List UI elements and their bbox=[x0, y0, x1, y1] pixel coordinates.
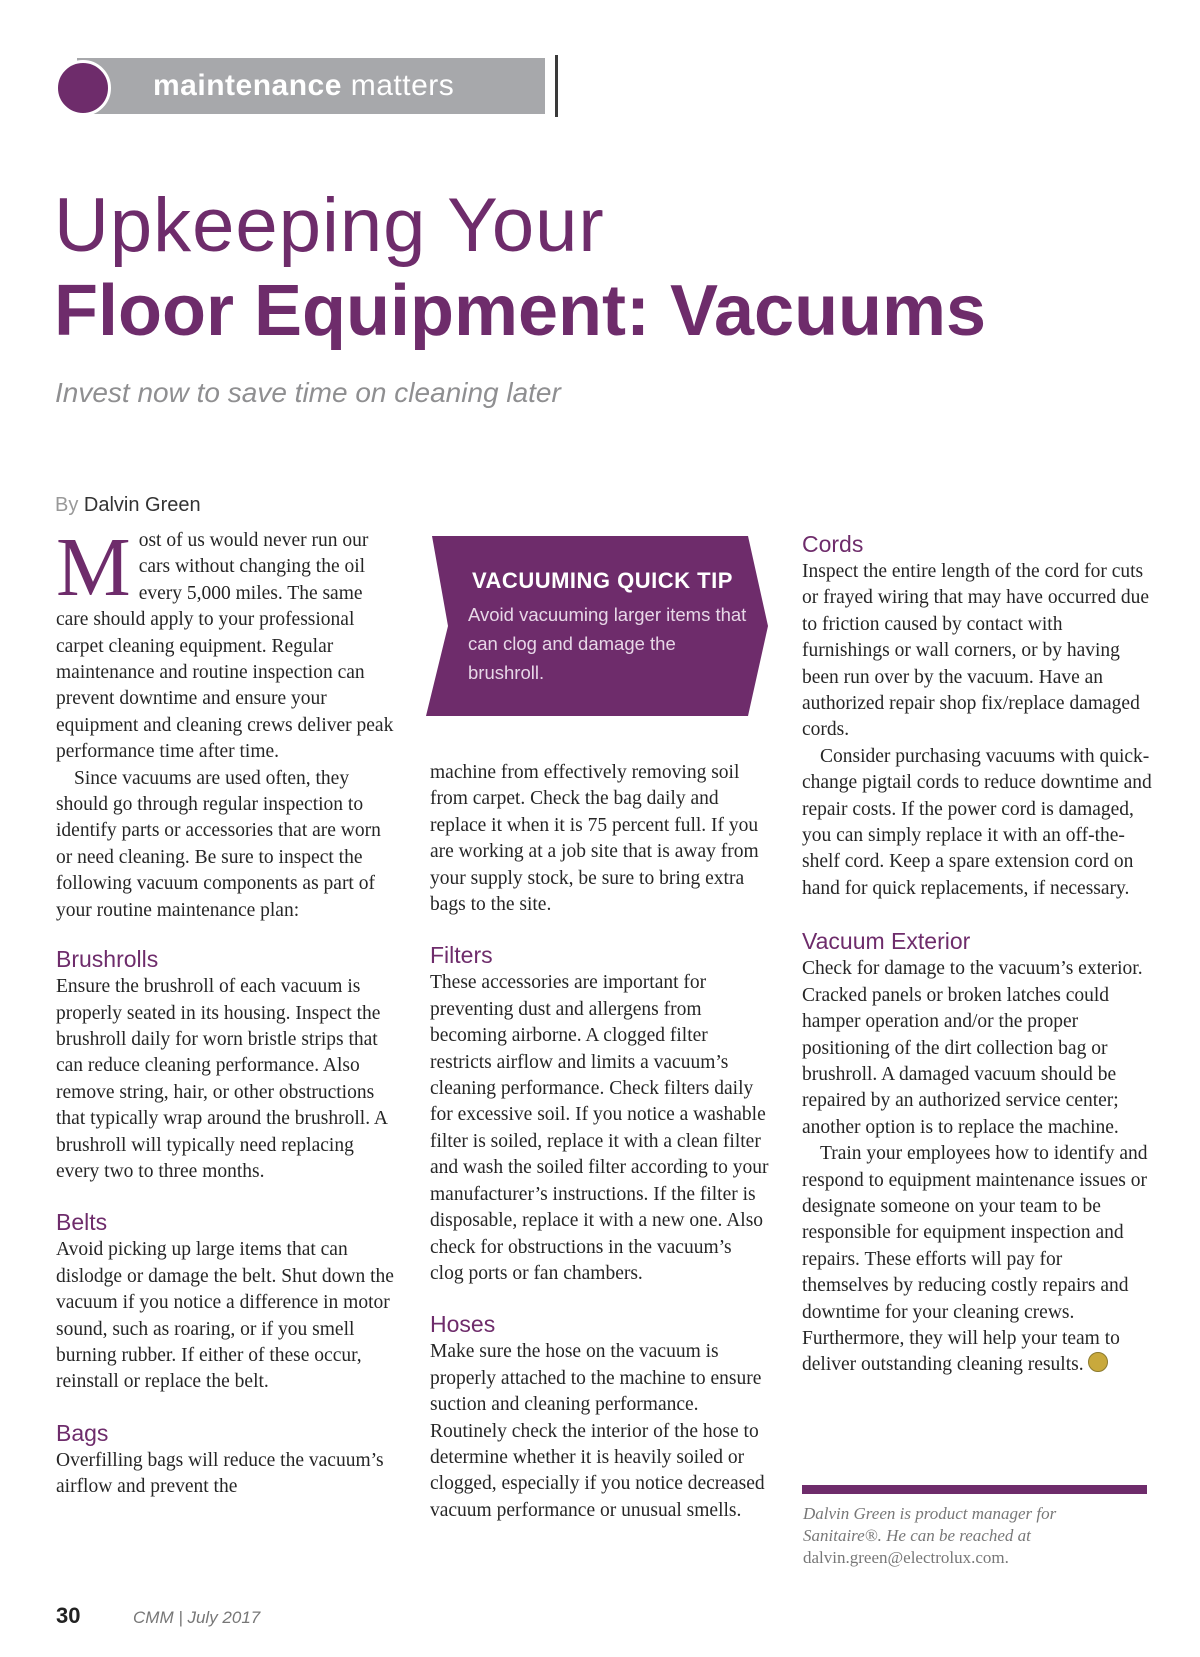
intro-paragraph-1 bbox=[56, 521, 396, 766]
bags-text: Overfilling bags will reduce the vacuum’s airflow and prevent the bbox=[56, 1449, 384, 1498]
exterior-text-1: Check for damage to the vacuum’s exterior. Cracked panels or broken latches could hamper operation and/or the proper positioning of the dirt collection bag or brushroll. A damaged vacuum should be repaired by an authorized service center; another option is to replace the machine. bbox=[802, 958, 1143, 1138]
column-3 bbox=[802, 529, 1152, 1379]
page-number: 30 bbox=[56, 1603, 81, 1628]
section-label-rest: matters bbox=[350, 69, 455, 102]
heading-vacuum-exterior: Vacuum Exterior bbox=[802, 928, 971, 955]
subtitle: Invest now to save time on cleaning later bbox=[55, 377, 561, 408]
column-2 bbox=[430, 760, 770, 1524]
heading-cords: Cords bbox=[802, 531, 864, 557]
belts-text: Avoid picking up large items that can dislodge or damage the belt. Shut down the vacuum if you notice a difference in motor sound, such as roaring, or if you smell burning rubber. If either of these occur, reinstall or replace the belt. bbox=[56, 1239, 394, 1393]
exterior-text-2-body: Train your employees how to identify and respond to equipment maintenance issues or designate someone on your team to be responsible for equipment inspection and repairs. These efforts will pay for themselves by reducing costly repairs and downtime for your cleaning crews. Furthermore, they will help your team to deliver outstanding cleaning results. bbox=[802, 1143, 1148, 1376]
quick-tip-text: Avoid vacuuming larger items that can clog and damage the brushroll. bbox=[468, 604, 747, 683]
heading-brushrolls: Brushrolls bbox=[56, 946, 159, 973]
section-label bbox=[153, 69, 454, 103]
byline bbox=[55, 494, 201, 517]
cords-text-2: Consider purchasing vacuums with quick-change pigtail cords to reduce downtime and repair costs. If the power cord is damaged, you can simply replace it with an off-the-shelf cord. Keep a spare extension cord on hand for quick replacements, if necessary. bbox=[802, 745, 1152, 899]
end-mark-icon bbox=[1088, 1352, 1108, 1372]
brushrolls-text: Ensure the brushroll of each vacuum is properly seated in its housing. Inspect the brushroll daily for worn bristle strips that can reduce cleaning performance. Also remove string, hair, or other obstructions that typically wrap around the brushroll. A brushroll will typically need replacing every two to three months. bbox=[56, 976, 387, 1182]
exterior-text-2 bbox=[802, 1141, 1152, 1379]
quick-tip-title: VACUUMING QUICK TIP bbox=[472, 568, 733, 593]
hoses-text: Make sure the hose on the vacuum is properly attached to the machine to ensure suction and cleaning performance. Routinely check the interior of the hose to determine whether it is heavily soiled or clogged, especially if you notice decreased vacuum performance or unusual smells. bbox=[430, 1341, 765, 1521]
heading-bags: Bags bbox=[56, 1419, 109, 1446]
bags-text-continued: machine from effectively removing soil from carpet. Check the bag daily and replace it when it is 75 percent full. If you are working at a job site that is away from your supply stock, be sure to bring extra bags to the site. bbox=[430, 762, 759, 916]
bio-text: Dalvin Green is product manager for Sanitaire®. He can be reached at bbox=[803, 1504, 1057, 1545]
title-line-1: Upkeeping Your bbox=[54, 183, 605, 268]
cords-text-1: Inspect the entire length of the cord for cuts or frayed wiring that may have occurred due to friction caused by contact with furnishings or wall corners, or by having been run over by the vacuum. Have an authorized repair shop fix/replace damaged cords. bbox=[802, 561, 1150, 741]
column-1 bbox=[56, 521, 396, 1501]
drop-cap: M bbox=[56, 521, 131, 614]
heading-hoses: Hoses bbox=[430, 1311, 496, 1338]
title-line-2: Floor Equipment: Vacuums bbox=[54, 271, 987, 351]
byline-author: Dalvin Green bbox=[83, 494, 201, 516]
banner-dot-icon bbox=[55, 60, 111, 116]
quick-tip-callout bbox=[426, 536, 768, 716]
heading-filters: Filters bbox=[430, 942, 493, 969]
bio-email: dalvin.green@electrolux.com. bbox=[803, 1548, 1009, 1567]
banner-rule bbox=[555, 55, 558, 117]
intro-paragraph-2: Since vacuums are used often, they should go through regular inspection to identify parts or accessories that are worn or need cleaning. Be sure to inspect the following vacuum components as part of your routine maintenance plan: bbox=[56, 767, 381, 921]
bio-rule bbox=[802, 1485, 1147, 1494]
section-banner bbox=[55, 55, 505, 117]
intro-paragraph-1-text: ost of us would never run our cars without changing the oil every 5,000 miles. The same care should apply to your professional carpet cleaning equipment. Regular maintenance and routine inspection can prevent downtime and ensure your equipment and cleaning crews deliver peak performance time after time. bbox=[56, 530, 394, 763]
section-label-bold: maintenance bbox=[153, 69, 342, 102]
issue-info: CMM | July 2017 bbox=[133, 1608, 261, 1627]
filters-text: These accessories are important for preventing dust and allergens from becoming airborne. A clogged filter restricts airflow and limits a vacuum’s cleaning performance. Check filters daily for excessive soil. If you notice a washable filter is soiled, replace it with a clean filter and wash the soiled filter according to your manufacturer’s instructions. If the filter is disposable, replace it with a new one. Also check for obstructions in the vacuum’s clog ports or fan chambers. bbox=[430, 972, 769, 1284]
author-bio bbox=[803, 1503, 1133, 1569]
heading-belts: Belts bbox=[56, 1209, 108, 1236]
byline-prefix: By bbox=[55, 494, 79, 516]
